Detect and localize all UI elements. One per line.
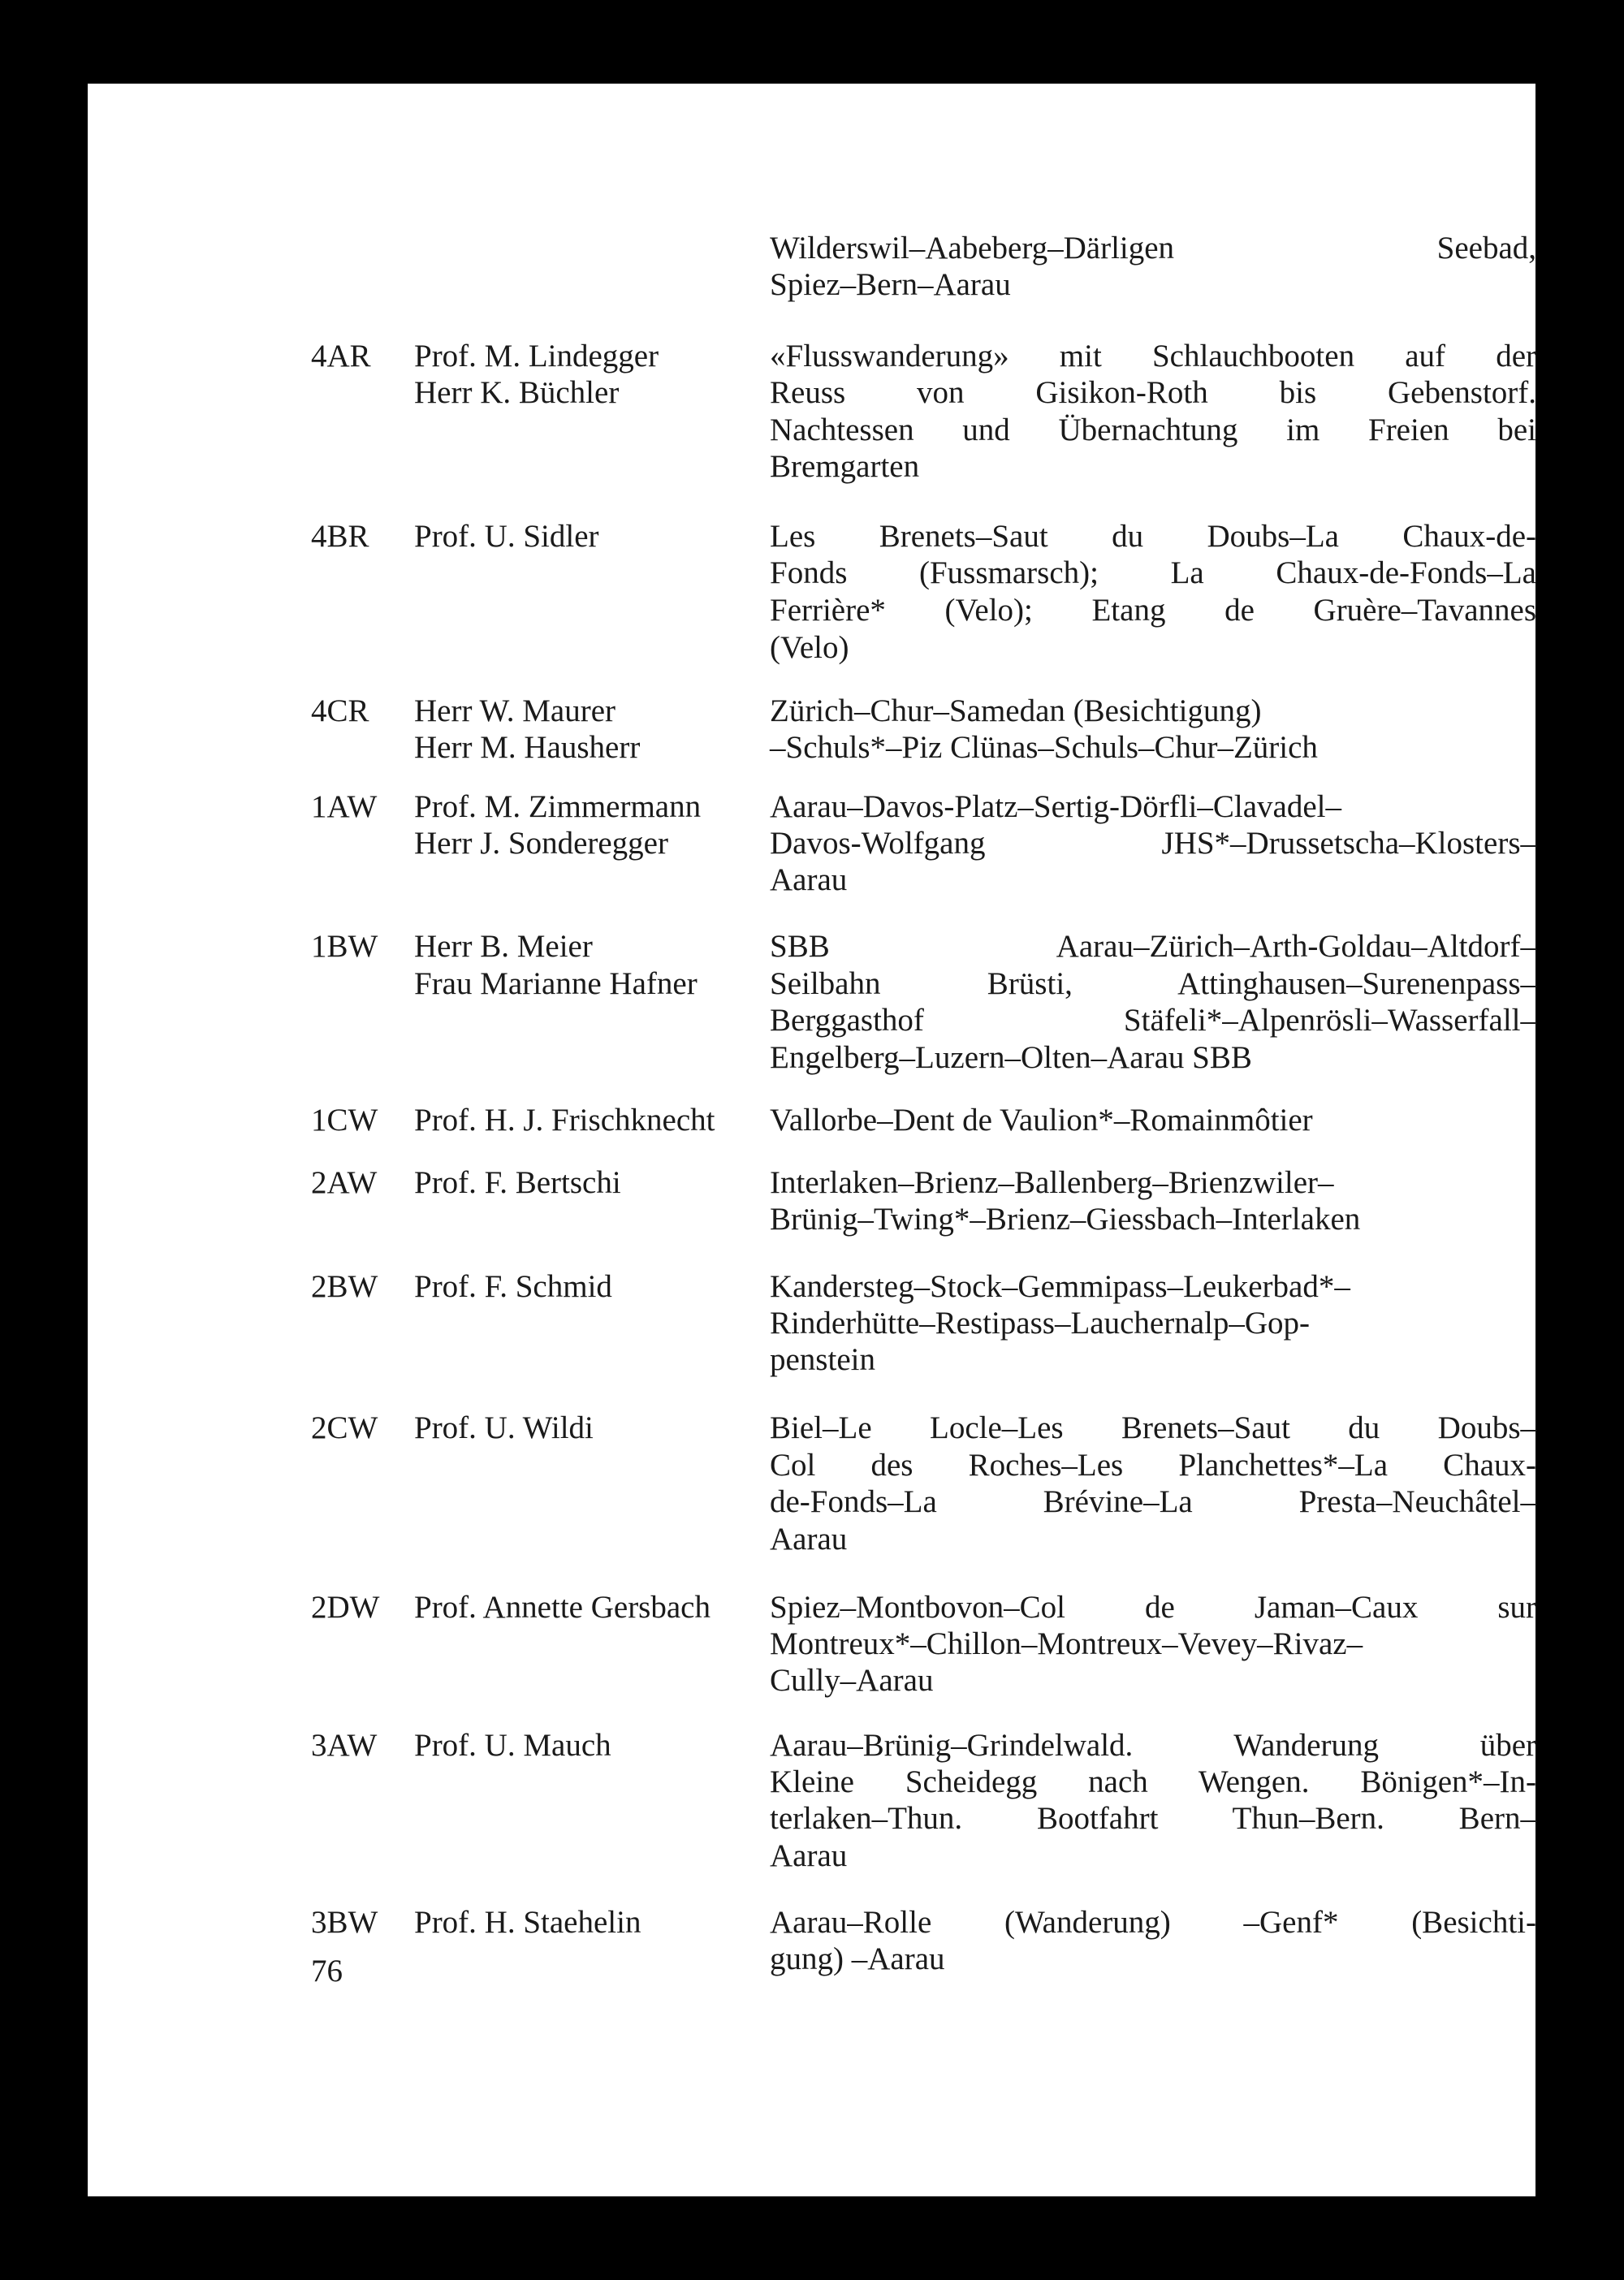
teacher-name: Herr J. Sonderegger — [414, 826, 668, 861]
route-line: Kleine Scheidegg nach Wengen. Bönigen*–In- — [770, 1764, 1536, 1799]
teacher-name: Prof. M. Zimmermann — [414, 789, 702, 824]
class-label: 2DW — [311, 1590, 380, 1625]
teacher-name: Herr K. Büchler — [414, 375, 620, 410]
class-label: 1AW — [311, 789, 378, 824]
class-label: 1BW — [311, 929, 378, 964]
route-line: Reuss von Gisikon-Roth bis Gebenstorf. — [770, 375, 1536, 410]
route-line: «Flusswanderung» mit Schlauchbooten auf der — [770, 339, 1536, 374]
class-label: 2BW — [311, 1269, 378, 1304]
route-line: –Schuls*–Piz Clünas–Schuls–Chur–Zürich — [770, 730, 1318, 765]
class-label: 3AW — [311, 1728, 378, 1763]
route-line: Aarau–Davos-Platz–Sertig-Dörfli–Clavadel– — [770, 789, 1341, 824]
route-line: Nachtessen und Übernachtung im Freien bei — [770, 412, 1536, 447]
class-label: 2AW — [311, 1165, 378, 1200]
route-line: Aarau–Brünig–Grindelwald. Wanderung über — [770, 1728, 1536, 1763]
route-line: Biel–Le Locle–Les Brenets–Saut du Doubs– — [770, 1410, 1536, 1445]
route-line: Spiez–Montbovon–Col de Jaman–Caux sur — [770, 1590, 1536, 1625]
route-line: Aarau — [770, 1522, 848, 1557]
route-line: Davos-Wolfgang JHS*–Drussetscha–Klosters– — [770, 826, 1536, 861]
route-line: Zürich–Chur–Samedan (Besichtigung) — [770, 693, 1262, 728]
teacher-name: Prof. U. Mauch — [414, 1728, 611, 1763]
teacher-name: Prof. M. Lindegger — [414, 339, 659, 374]
teacher-name: Prof. F. Bertschi — [414, 1165, 621, 1200]
route-line: Berggasthof Stäfeli*–Alpenrösli–Wasserfall– — [770, 1003, 1536, 1038]
route-line: terlaken–Thun. Bootfahrt Thun–Bern. Bern– — [770, 1801, 1536, 1836]
class-label: 1CW — [311, 1103, 378, 1138]
route-line: Seilbahn Brüsti, Attinghausen–Surenenpass– — [770, 966, 1536, 1001]
class-label: 4BR — [311, 519, 369, 554]
route-line: Aarau — [770, 862, 848, 897]
class-label: 2CW — [311, 1410, 378, 1445]
route-line: Spiez–Bern–Aarau — [770, 267, 1011, 302]
teacher-name: Herr W. Maurer — [414, 693, 615, 728]
route-line: Bremgarten — [770, 449, 920, 484]
document-page — [88, 84, 1535, 2196]
route-line: Aarau — [770, 1838, 848, 1873]
route-line: Wilderswil–Aabeberg–Därligen Seebad, — [770, 231, 1536, 266]
route-line: Montreux*–Chillon–Montreux–Vevey–Rivaz– — [770, 1626, 1363, 1661]
teacher-name: Frau Marianne Hafner — [414, 966, 698, 1001]
teacher-name: Prof. Annette Gersbach — [414, 1590, 710, 1625]
teacher-name: Prof. H. Staehelin — [414, 1905, 641, 1940]
route-line: Vallorbe–Dent de Vaulion*–Romainmôtier — [770, 1103, 1313, 1138]
route-line: Les Brenets–Saut du Doubs–La Chaux-de- — [770, 519, 1536, 554]
route-line: Aarau–Rolle (Wanderung) –Genf* (Besichti- — [770, 1905, 1536, 1940]
teacher-name: Herr M. Hausherr — [414, 730, 641, 765]
route-line: Kandersteg–Stock–Gemmipass–Leukerbad*– — [770, 1269, 1350, 1304]
route-line: de-Fonds–La Brévine–La Presta–Neuchâtel– — [770, 1484, 1536, 1519]
teacher-name: Prof. U. Sidler — [414, 519, 599, 554]
route-line: penstein — [770, 1342, 875, 1377]
route-line: Interlaken–Brienz–Ballenberg–Brienzwiler– — [770, 1165, 1334, 1200]
route-line: Fonds (Fussmarsch); La Chaux-de-Fonds–La — [770, 555, 1536, 590]
route-line: Ferrière* (Velo); Etang de Gruère–Tavannes — [770, 593, 1536, 628]
route-line: SBB Aarau–Zürich–Arth-Goldau–Altdorf– — [770, 929, 1536, 964]
route-line: Brünig–Twing*–Brienz–Giessbach–Interlaken — [770, 1202, 1361, 1237]
class-label: 4AR — [311, 339, 371, 374]
teacher-name: Herr B. Meier — [414, 929, 593, 964]
page-number: 76 — [311, 1954, 343, 1989]
class-label: 3BW — [311, 1905, 378, 1940]
route-line: (Velo) — [770, 630, 849, 665]
route-line: Engelberg–Luzern–Olten–Aarau SBB — [770, 1040, 1252, 1075]
teacher-name: Prof. F. Schmid — [414, 1269, 612, 1304]
class-label: 4CR — [311, 693, 369, 728]
route-line: Rinderhütte–Restipass–Lauchernalp–Gop- — [770, 1306, 1310, 1341]
route-line: Cully–Aarau — [770, 1663, 934, 1698]
route-line: Col des Roches–Les Planchettes*–La Chaux- — [770, 1448, 1536, 1483]
teacher-name: Prof. U. Wildi — [414, 1410, 594, 1445]
route-line: gung) –Aarau — [770, 1941, 945, 1976]
teacher-name: Prof. H. J. Frischknecht — [414, 1103, 715, 1138]
